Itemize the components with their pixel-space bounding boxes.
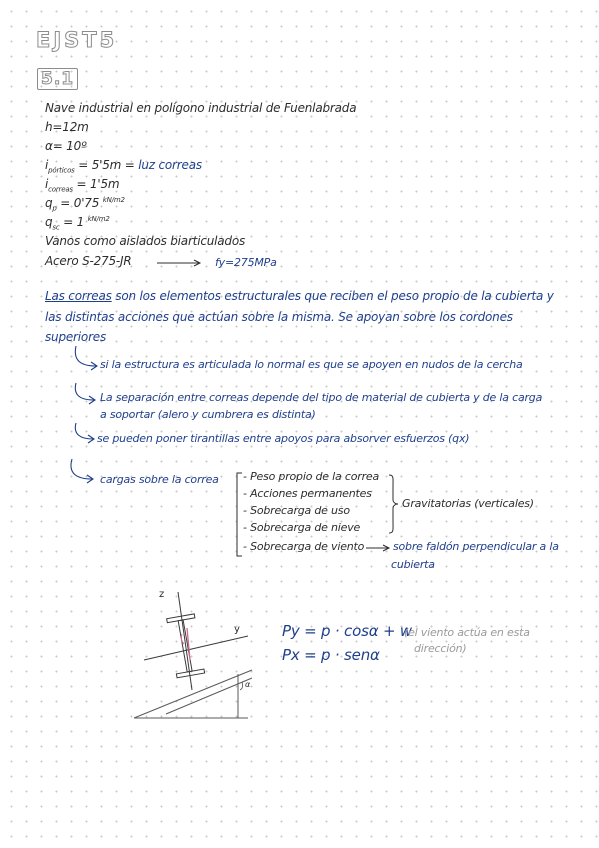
roof-slope-line [166,678,252,714]
y-axis-label: y [234,624,240,635]
load-item: - Acciones permanentes [243,487,372,500]
permanent-load: $q_p = 0'75$ $^{kN/m2}$ [45,196,125,213]
wind-note-1: (el viento actúa en esta [404,626,530,639]
definition-line-1: Las correas son los elementos estructurales que reciben el peso propio de la cubierta y [45,289,554,303]
load-item: - Sobrecarga de uso [243,504,350,517]
point-supports: si la estructura es articulada lo normal es que se apoyen en nudos de la cercha [100,358,523,371]
live-load: $q_{sc} = 1$ $^{kN/m2}$ [45,215,110,232]
point-loads: cargas sobre la correa [100,473,219,486]
steel-grade: Acero S-275-JR [45,254,132,268]
definition-line-3: superiores [45,330,107,344]
arrow-right-icon [157,258,207,268]
angle-value: α= 10º [45,139,87,153]
wind-note-2: dirección) [414,642,467,655]
formula-px: Px = p · senα [282,646,380,664]
definition-line-2: las distintas acciones que actúan sobre la misma. Se apoyan sobre los cordones [45,310,513,324]
page-title: EJST5 [36,28,118,52]
yield-strength: fy=275MPa [215,256,277,269]
gravity-group-label: Gravitatorias (verticales) [402,497,534,510]
point-separation-1: La separación entre correas depende del tipo de material de cubierta y de la carga [100,391,543,404]
roof-slope-line [134,670,252,718]
angle-label: α [245,680,251,689]
spans-note: Vanos como aislados biarticulados [45,234,246,248]
load-item: - Peso propio de la correa [243,470,379,483]
height-value: h=12m [45,120,89,134]
load-item: - Sobrecarga de viento [243,540,365,553]
point-tie-rods: se pueden poner tirantillas entre apoyos para absorver esfuerzos (qx) [97,432,470,445]
section-number: 5.1 [37,68,78,90]
formula-py: Py = p · cosα + w [282,622,412,640]
wind-direction-1: sobre faldón perpendicular a la [393,540,559,553]
right-bracket [388,474,400,534]
point-separation-2: a soportar (alero y cumbrera es distinta) [100,408,316,421]
wind-direction-2: cubierta [391,558,435,571]
statement-line: Nave industrial en polígono industrial de Fuenlabrada [45,101,357,115]
y-axis [144,636,248,660]
arrow-right-icon [366,543,396,553]
load-item: - Sobrecarga de nieve [243,521,361,534]
portal-spacing: $i_{pórticos} = 5'5m$ = luz correas [45,158,202,175]
purlin-spacing: $i_{correas} = 1'5m$ [45,177,120,194]
z-axis-label: z [159,589,165,600]
